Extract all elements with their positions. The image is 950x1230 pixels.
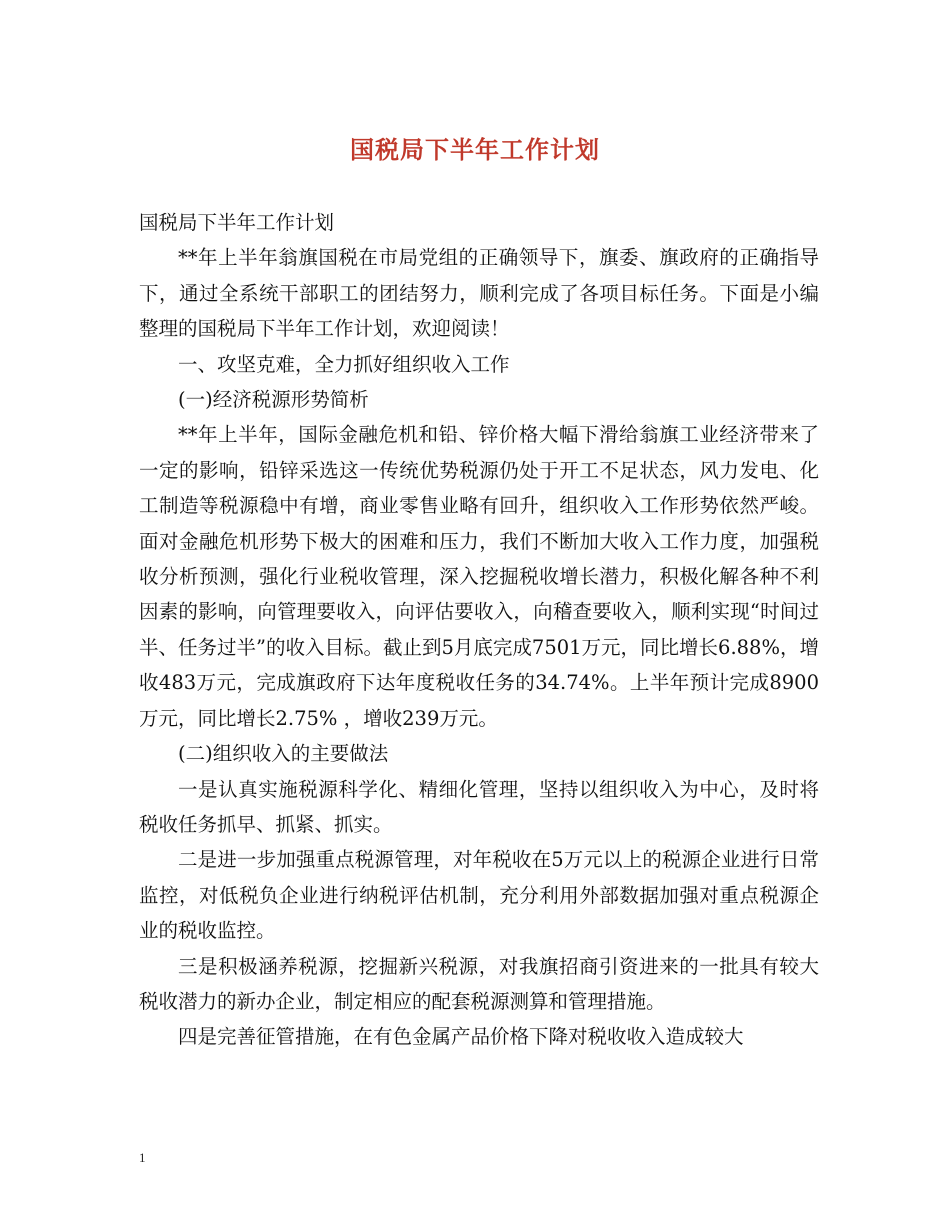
- section-heading: 一、攻坚克难，全力抓好组织收入工作: [178, 352, 510, 376]
- page-number: 1: [139, 1150, 146, 1165]
- body-paragraph: 二是进一步加强重点税源管理，对年税收在5万元以上的税源企业进行日常监控，对低税负企业进行纳税评估机制，充分利用外部数据加强对重点税源企业的税收监控。: [139, 848, 819, 943]
- subsection-heading: (二)组织收入的主要做法: [178, 742, 389, 766]
- body-paragraph: 一是认真实施税源科学化、精细化管理，坚持以组织收入为中心，及时将税收任务抓早、抓紧、抓实。: [139, 777, 819, 836]
- body-paragraph: **年上半年，国际金融危机和铅、锌价格大幅下滑给翁旗工业经济带来了一定的影响，铅锌采选这一传统优势税源仍处于开工不足状态，风力发电、化工制造等税源稳中有增，商业零售业略有回升，组织收入工作形势依然严峻。面对金融危机形势下极大的困难和压力，我们不断加大收入工作力度，加强税收分析预测，强化行业税收管理，深入挖掘税收增长潜力，积极化解各种不利因素的影响，向管理要收入，向评估要收入，向稽查要收入，顺利实现“时间过半、任务过半”的收入目标。截止到5月底完成7501万元，同比增长6.88%，增收483万元，完成旗政府下达年度税收任务的34.74%。上半年预计完成8900万元，同比增长2.75% ，增收239万元。: [139, 423, 819, 730]
- body-paragraph: 国税局下半年工作计划: [139, 211, 335, 234]
- body-paragraph: 四是完善征管措施，在有色金属产品价格下降对税收收入造成较大: [178, 1025, 744, 1049]
- body-paragraph: **年上半年翁旗国税在市局党组的正确领导下，旗委、旗政府的正确指导下，通过全系统干部职工的团结努力，顺利完成了各项目标任务。下面是小编整理的国税局下半年工作计划，欢迎阅读！: [139, 246, 819, 341]
- document-title: 国税局下半年工作计划: [350, 135, 600, 164]
- body-paragraph: 三是积极涵养税源，挖掘新兴税源，对我旗招商引资进来的一批具有较大税收潜力的新办企业，制定相应的配套税源测算和管理措施。: [139, 954, 819, 1013]
- document-body: [139, 205, 819, 1055]
- subsection-heading: (一)经济税源形势简析: [178, 388, 369, 412]
